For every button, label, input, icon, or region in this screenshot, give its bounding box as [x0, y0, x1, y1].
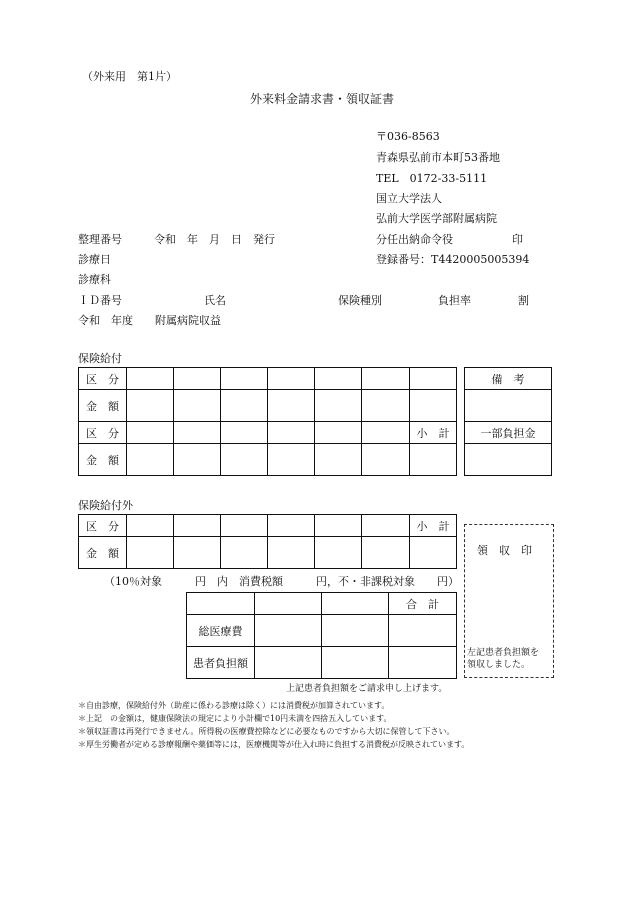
issue-date: 令和 年 月 日 発行 — [154, 233, 275, 246]
insured-row-kubun-2 — [79, 422, 457, 444]
uninsured-row-kubun — [79, 515, 457, 537]
tax-breakdown-note: （10％対象 円 内 消費税額 円，不・非課税対象 円） — [104, 575, 459, 588]
amount-label: 金 額 — [79, 390, 127, 422]
stamp-note-line1: 左記患者負担額を — [467, 648, 540, 658]
hospital-postal: 〒036-8563 — [376, 130, 440, 143]
insured-table — [78, 367, 457, 476]
receipt-stamp-label: 領 収 印 — [477, 544, 532, 557]
registration-number: 登録番号：T4420005005394 — [376, 253, 530, 266]
id-number-label: ＩＤ番号 — [78, 294, 122, 307]
stamp-note-line2: 領収しました。 — [467, 660, 531, 670]
fiscal-year-label: 令和 年度 附属病院収益 — [78, 314, 221, 327]
subtotal-label: 小 計 — [410, 515, 457, 537]
visit-date-label: 診療日 — [78, 253, 111, 266]
hospital-corp: 国立大学法人 — [376, 192, 442, 205]
hospital-address: 青森県弘前市本町53番地 — [376, 151, 500, 164]
amount-label: 金 額 — [79, 444, 127, 476]
partial-burden-label: 一部負担金 — [465, 422, 552, 444]
insured-section-label: 保険給付 — [78, 352, 122, 365]
patient-burden-label: 患者負担額 — [187, 647, 255, 679]
wari-label: 割 — [518, 294, 529, 307]
hospital-tel: TEL 0172-33-5111 — [376, 172, 488, 185]
page-title: 外来料金請求書・領収証書 — [250, 92, 395, 106]
kubun-label: 区 分 — [79, 515, 127, 537]
total-medical-label: 総医療費 — [187, 615, 255, 647]
insured-row-amount-2 — [79, 444, 457, 476]
uninsured-section-label: 保険給付外 — [78, 499, 133, 512]
kubun-label: 区 分 — [79, 422, 127, 444]
seiri-number-label: 整理番号 — [78, 233, 122, 246]
footnote-2: ＊上記 の金額は，健康保険法の規定により小計欄で10円未満を四捨五入しています。 — [78, 714, 392, 723]
uninsured-table — [78, 514, 457, 569]
insurance-type-label: 保険種別 — [338, 294, 382, 307]
hospital-officer: 分任出納命令役 — [376, 233, 453, 246]
insured-row-amount-1 — [79, 390, 457, 422]
footnote-3: ＊領収証書は再発行できません。所得税の医療費控除などに必要なものですから大切に保管して下さい。 — [78, 727, 455, 736]
subtotal-label: 小 計 — [410, 422, 457, 444]
request-note: 上記患者負担額をご請求申し上げます。 — [286, 684, 448, 694]
remarks-label: 備 考 — [465, 368, 552, 390]
uninsured-row-amount — [79, 537, 457, 569]
burden-rate-label: 負担率 — [438, 294, 471, 307]
totals-table — [186, 592, 457, 679]
total-label: 合 計 — [389, 593, 457, 615]
amount-label: 金 額 — [79, 537, 127, 569]
insured-row-kubun-1 — [79, 368, 457, 390]
form-type-label: （外来用 第1片） — [82, 70, 177, 83]
footnote-4: ＊厚生労働者が定める診療報酬や薬価等には，医療機関等が仕入れ時に負担する消費税が反映されています。 — [78, 740, 470, 749]
receipt-stamp-box — [464, 524, 554, 678]
kubun-label: 区 分 — [79, 368, 127, 390]
seal-mark: 印 — [512, 233, 523, 246]
remarks-table — [464, 367, 552, 476]
patient-name-label: 氏名 — [204, 294, 226, 307]
department-label: 診療科 — [78, 273, 111, 286]
hospital-name: 弘前大学医学部附属病院 — [376, 212, 497, 225]
footnote-1: ＊自由診療，保険給付外（助産に係わる診療は除く）には消費税が加算されています。 — [78, 701, 390, 710]
